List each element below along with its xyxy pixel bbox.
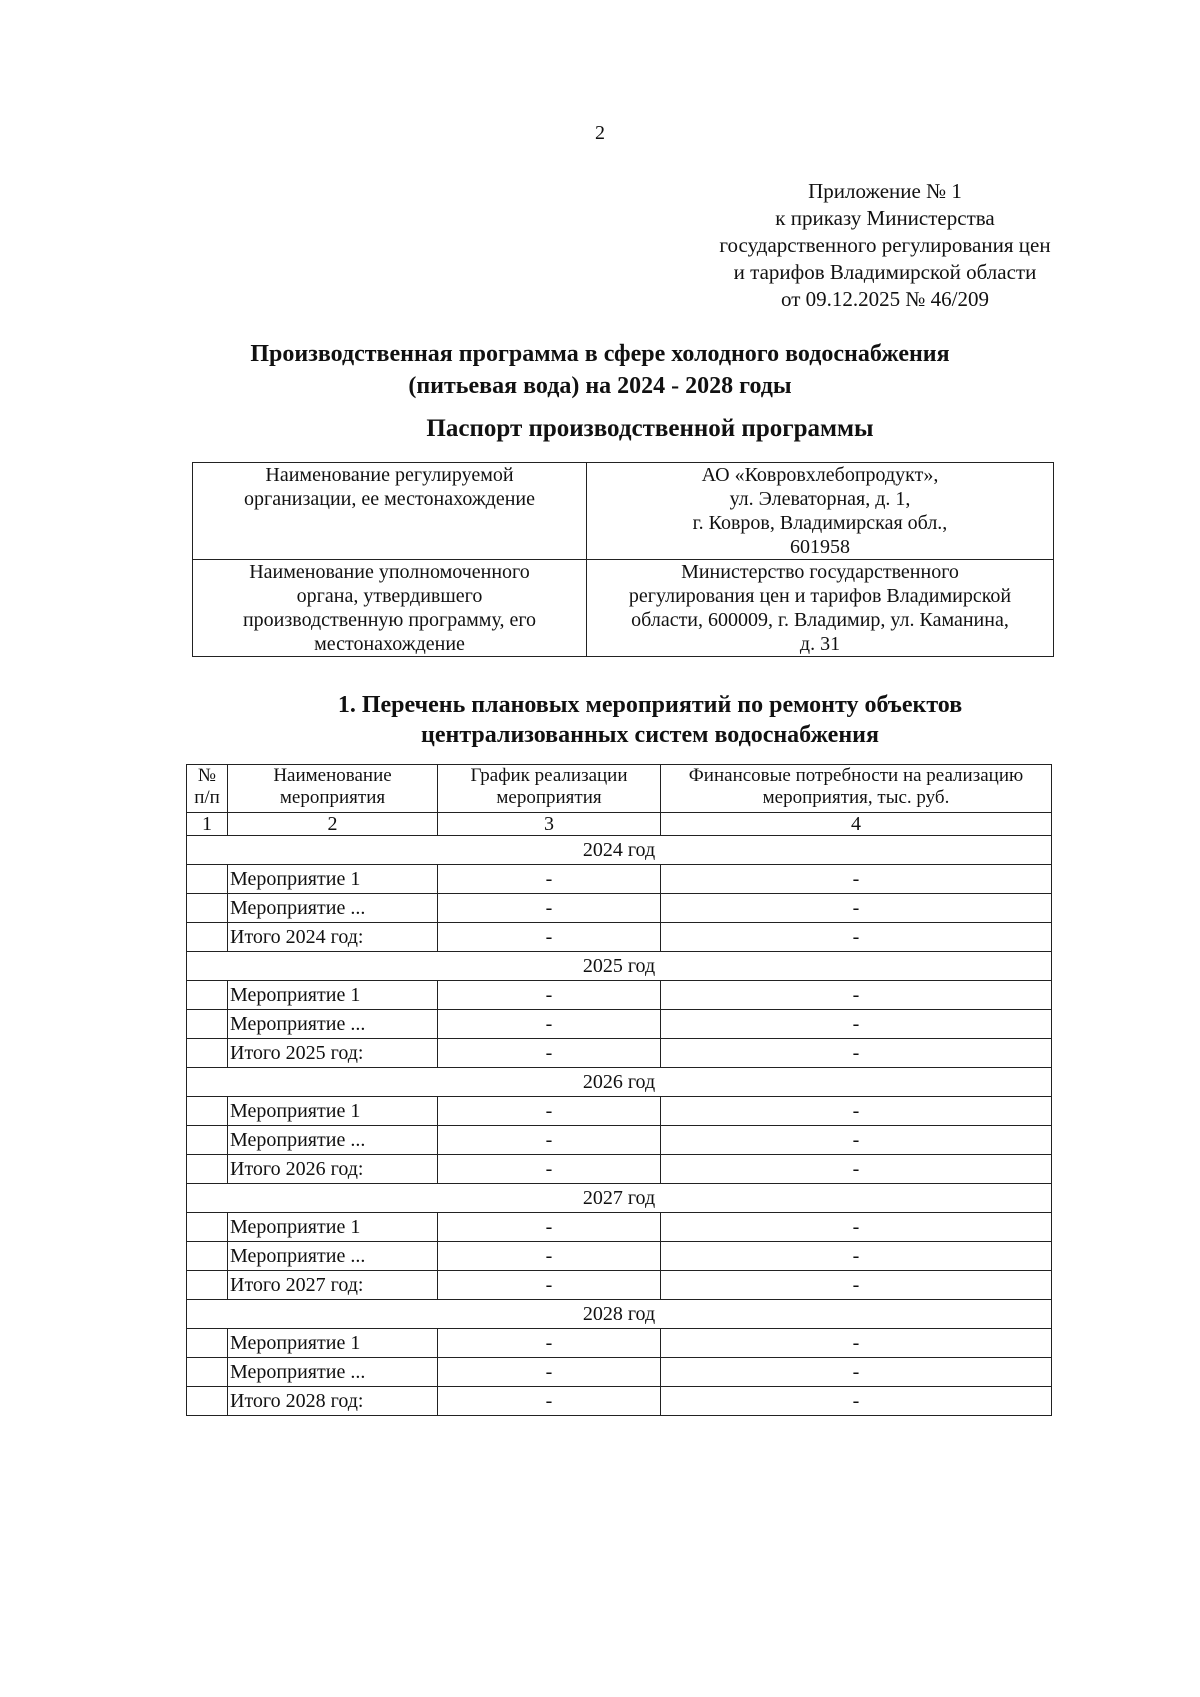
table-row <box>187 923 1052 952</box>
row-number <box>187 923 228 952</box>
measure-name: Мероприятие ... <box>228 1126 438 1155</box>
section-1-title <box>150 690 1150 750</box>
row-number <box>187 1242 228 1271</box>
passport-value-line: АО «Ковровхлебопродукт», <box>701 464 939 486</box>
column-index: 2 <box>228 813 438 836</box>
header-line: мероприятия <box>279 787 386 808</box>
measure-name: Мероприятие 1 <box>228 1329 438 1358</box>
measure-finance: - <box>661 1155 1052 1184</box>
measure-name: Итого 2028 год: <box>228 1387 438 1416</box>
header-line: мероприятия, тыс. руб. <box>762 787 950 808</box>
measure-name: Мероприятие 1 <box>228 1097 438 1126</box>
table-row <box>187 1126 1052 1155</box>
table-row <box>187 1387 1052 1416</box>
measure-schedule: - <box>438 1329 661 1358</box>
appendix-line: от 09.12.2025 № 46/209 <box>780 287 990 311</box>
measure-finance: - <box>661 894 1052 923</box>
measures-table <box>186 764 1052 1416</box>
year-label: 2027 год <box>187 1184 1052 1213</box>
table-row <box>187 1242 1052 1271</box>
measure-finance: - <box>661 923 1052 952</box>
header-line: п/п <box>194 787 220 808</box>
table-row <box>187 1155 1052 1184</box>
measure-finance: - <box>661 1010 1052 1039</box>
passport-row <box>193 560 1054 657</box>
measure-finance: - <box>661 1213 1052 1242</box>
document-title <box>150 338 1050 402</box>
table-header-row <box>187 765 1052 813</box>
measure-schedule: - <box>438 865 661 894</box>
passport-label-line: организации, ее местонахождение <box>244 488 535 510</box>
header-finance <box>661 765 1052 813</box>
row-number <box>187 1010 228 1039</box>
passport-value-line: г. Ковров, Владимирская обл., <box>692 512 948 534</box>
measure-finance: - <box>661 1387 1052 1416</box>
measure-name: Итого 2025 год: <box>228 1039 438 1068</box>
measure-schedule: - <box>438 1213 661 1242</box>
passport-value-line: области, 600009, г. Владимир, ул. Каманина, <box>631 609 1009 631</box>
appendix-line: Приложение № 1 <box>808 179 962 203</box>
year-label: 2028 год <box>187 1300 1052 1329</box>
measure-schedule: - <box>438 1010 661 1039</box>
table-row <box>187 1271 1052 1300</box>
appendix-line: государственного регулирования цен <box>719 233 1051 257</box>
measure-name: Итого 2027 год: <box>228 1271 438 1300</box>
measure-schedule: - <box>438 1358 661 1387</box>
measure-finance: - <box>661 1097 1052 1126</box>
measure-schedule: - <box>438 894 661 923</box>
table-row <box>187 1039 1052 1068</box>
section-title-line: централизованных систем водоснабжения <box>421 722 879 748</box>
row-number <box>187 1358 228 1387</box>
passport-label-line: органа, утвердившего <box>296 585 483 607</box>
measure-name: Мероприятие ... <box>228 1242 438 1271</box>
measure-schedule: - <box>438 1271 661 1300</box>
measure-schedule: - <box>438 1039 661 1068</box>
passport-value-cell <box>587 560 1054 657</box>
table-row <box>187 1358 1052 1387</box>
header-measure-name <box>228 765 438 813</box>
section-title-line: 1. Перечень плановых мероприятий по ремонту объектов <box>337 692 963 718</box>
passport-row <box>193 463 1054 560</box>
measure-schedule: - <box>438 1097 661 1126</box>
measure-name: Мероприятие ... <box>228 894 438 923</box>
year-row <box>187 836 1052 865</box>
measure-schedule: - <box>438 981 661 1010</box>
header-line: мероприятия <box>496 787 602 808</box>
measure-schedule: - <box>438 1387 661 1416</box>
page-number: 2 <box>595 122 605 144</box>
measure-name: Мероприятие 1 <box>228 981 438 1010</box>
passport-title: Паспорт производственной программы <box>426 415 874 442</box>
measure-finance: - <box>661 1271 1052 1300</box>
passport-value-cell <box>587 463 1054 560</box>
row-number <box>187 1213 228 1242</box>
row-number <box>187 1387 228 1416</box>
header-number <box>187 765 228 813</box>
row-number <box>187 1039 228 1068</box>
measure-name: Итого 2026 год: <box>228 1155 438 1184</box>
measure-finance: - <box>661 1358 1052 1387</box>
row-number <box>187 1271 228 1300</box>
passport-label-cell <box>193 560 587 657</box>
appendix-line: и тарифов Владимирской области <box>733 260 1037 284</box>
measure-finance: - <box>661 981 1052 1010</box>
row-number <box>187 981 228 1010</box>
passport-value-line: Министерство государственного <box>681 561 959 583</box>
header-line: Финансовые потребности на реализацию <box>688 765 1024 786</box>
header-line: № <box>197 765 217 786</box>
measure-name: Мероприятие 1 <box>228 865 438 894</box>
year-label: 2025 год <box>187 952 1052 981</box>
table-row <box>187 1097 1052 1126</box>
row-number <box>187 1126 228 1155</box>
table-row <box>187 1213 1052 1242</box>
appendix-reference <box>690 178 1080 313</box>
passport-value-line: д. 31 <box>799 633 841 655</box>
year-row <box>187 1300 1052 1329</box>
measure-schedule: - <box>438 1242 661 1271</box>
row-number <box>187 894 228 923</box>
table-row <box>187 1010 1052 1039</box>
year-label: 2024 год <box>187 836 1052 865</box>
measure-finance: - <box>661 1039 1052 1068</box>
passport-label-cell <box>193 463 587 560</box>
header-line: Наименование <box>273 765 392 786</box>
measure-name: Мероприятие ... <box>228 1010 438 1039</box>
column-index: 4 <box>661 813 1052 836</box>
passport-label-line: производственную программу, его <box>242 609 537 631</box>
measure-schedule: - <box>438 1155 661 1184</box>
header-line: График реализации <box>470 765 628 786</box>
measure-finance: - <box>661 865 1052 894</box>
measure-name: Мероприятие ... <box>228 1358 438 1387</box>
row-number <box>187 1329 228 1358</box>
column-index: 1 <box>187 813 228 836</box>
measure-finance: - <box>661 1242 1052 1271</box>
passport-label-line: местонахождение <box>314 633 465 655</box>
appendix-line: к приказу Министерства <box>775 206 995 230</box>
passport-label-line: Наименование регулируемой <box>265 464 514 486</box>
table-row <box>187 865 1052 894</box>
row-number <box>187 1097 228 1126</box>
row-number <box>187 1155 228 1184</box>
table-row <box>187 981 1052 1010</box>
column-index-row <box>187 813 1052 836</box>
measure-name: Итого 2024 год: <box>228 923 438 952</box>
year-label: 2026 год <box>187 1068 1052 1097</box>
passport-value-line: 601958 <box>790 536 850 558</box>
table-row <box>187 894 1052 923</box>
measure-schedule: - <box>438 923 661 952</box>
header-schedule <box>438 765 661 813</box>
passport-value-line: ул. Элеваторная, д. 1, <box>729 488 911 510</box>
passport-table <box>192 462 1054 657</box>
year-row <box>187 1068 1052 1097</box>
measure-finance: - <box>661 1126 1052 1155</box>
passport-label-line: Наименование уполномоченного <box>249 561 530 583</box>
year-row <box>187 1184 1052 1213</box>
column-index: 3 <box>438 813 661 836</box>
document-title-line: (питьевая вода) на 2024 - 2028 годы <box>408 373 792 399</box>
measure-schedule: - <box>438 1126 661 1155</box>
row-number <box>187 865 228 894</box>
table-row <box>187 1329 1052 1358</box>
passport-value-line: регулирования цен и тарифов Владимирской <box>628 585 1012 607</box>
year-row <box>187 952 1052 981</box>
measure-finance: - <box>661 1329 1052 1358</box>
measure-name: Мероприятие 1 <box>228 1213 438 1242</box>
document-title-line: Производственная программа в сфере холодного водоснабжения <box>250 341 950 367</box>
